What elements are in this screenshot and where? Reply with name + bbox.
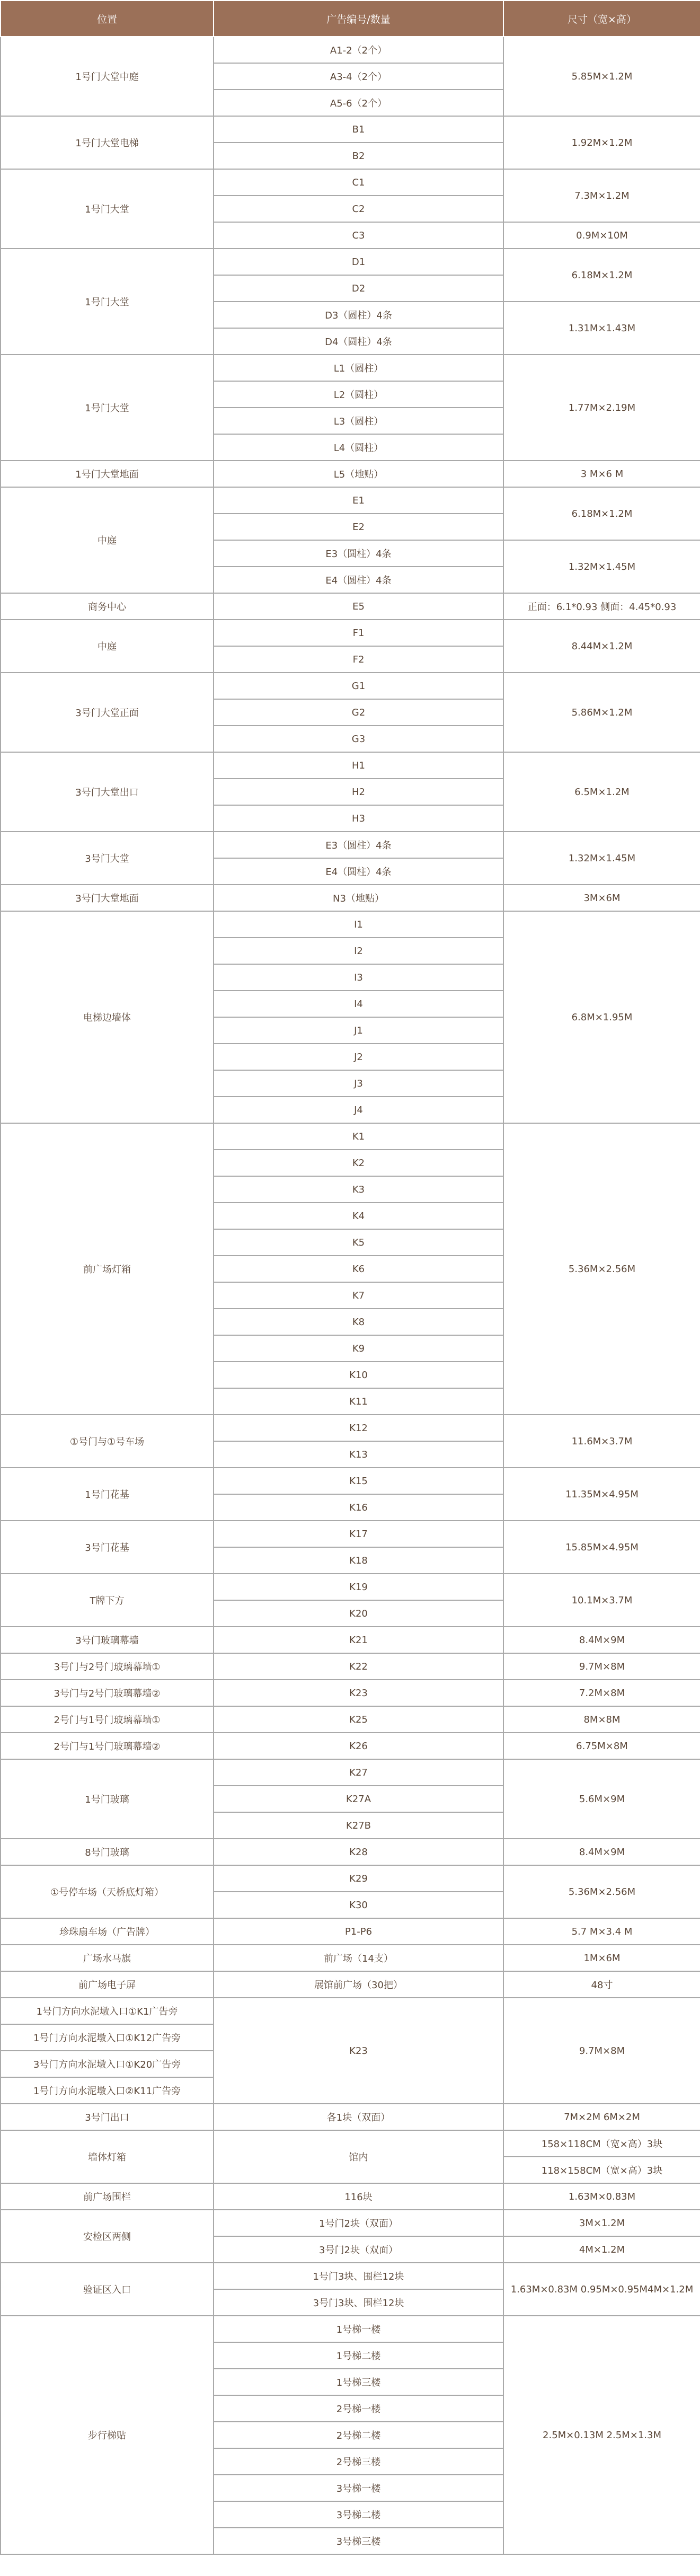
ad-number-cell: 3号门2块（双面） (214, 2236, 503, 2263)
ad-number-cell: K15 (214, 1468, 503, 1494)
table-row (1, 2316, 700, 2342)
ad-number-cell: K6 (214, 1256, 503, 1282)
location-cell: ①号门与①号车场 (1, 1415, 214, 1468)
header-size: 尺寸（宽×高） (503, 1, 700, 37)
location-cell: 前广场灯箱 (1, 1123, 214, 1415)
table-row (1, 1918, 700, 1945)
table-row (1, 249, 700, 275)
table-row (1, 2104, 700, 2130)
ad-number-cell: K29 (214, 1865, 503, 1892)
ad-number-cell: E3（圆柱）4条 (214, 540, 503, 567)
ad-number-cell: 3号梯三楼 (214, 2528, 503, 2554)
table-row (1, 116, 700, 143)
ad-number-cell: K1 (214, 1123, 503, 1150)
ad-number-cell: 1号梯一楼 (214, 2316, 503, 2342)
location-cell: 步行梯贴 (1, 2316, 214, 2554)
size-cell: 1.77M×2.19M (503, 355, 700, 461)
ad-number-cell: K26 (214, 1733, 503, 1759)
location-cell: 1号门大堂地面 (1, 461, 214, 487)
table-row (1, 487, 700, 514)
size-cell: 8.4M×9M (503, 1839, 700, 1865)
ad-number-cell: C3 (214, 222, 503, 249)
location-cell: 1号门方向水泥墩入口②K11广告旁 (1, 2077, 214, 2104)
table-row (1, 1415, 700, 1441)
ad-number-cell: F1 (214, 620, 503, 646)
ad-number-cell: 1号门2块（双面） (214, 2210, 503, 2236)
ad-number-cell: 116块 (214, 2183, 503, 2210)
table-row (1, 1865, 700, 1892)
ad-number-cell: 各1块（双面） (214, 2104, 503, 2130)
ad-number-cell: K27B (214, 1812, 503, 1839)
ad-number-cell: K13 (214, 1441, 503, 1468)
size-cell: 3 M×6 M (503, 461, 700, 487)
ad-number-cell: C1 (214, 169, 503, 196)
table-row (1, 1680, 700, 1706)
location-cell: 1号门玻璃 (1, 1759, 214, 1839)
location-cell: 3号门方向水泥墩入口①K20广告旁 (1, 2051, 214, 2077)
location-cell: 8号门玻璃 (1, 1839, 214, 1865)
ad-number-cell: E1 (214, 487, 503, 514)
ad-number-cell: K7 (214, 1282, 503, 1309)
size-cell: 5.6M×9M (503, 1759, 700, 1839)
ad-number-cell: K23 (214, 1998, 503, 2104)
table-row (1, 1759, 700, 1786)
ad-number-cell: D1 (214, 249, 503, 275)
ad-number-cell: K25 (214, 1706, 503, 1733)
location-cell: 1号门大堂中庭 (1, 37, 214, 116)
location-cell: 1号门大堂 (1, 355, 214, 461)
table-row (1, 461, 700, 487)
ad-number-cell: K19 (214, 1574, 503, 1600)
location-cell: 3号门大堂 (1, 832, 214, 885)
ad-number-cell: K21 (214, 1627, 503, 1653)
table-row (1, 752, 700, 779)
location-cell: 电梯边墙体 (1, 911, 214, 1123)
ad-number-cell: L5（地贴） (214, 461, 503, 487)
table-row (1, 1945, 700, 1971)
table-row (1, 911, 700, 938)
ad-number-cell: K9 (214, 1335, 503, 1362)
ad-number-cell: B1 (214, 116, 503, 143)
ad-number-cell: A5-6（2个） (214, 90, 503, 116)
ad-number-cell: K20 (214, 1600, 503, 1627)
ad-number-cell: 3号梯一楼 (214, 2475, 503, 2501)
table-row (1, 355, 700, 381)
size-cell: 9.7M×8M (503, 1998, 700, 2104)
ad-number-cell: 2号梯一楼 (214, 2395, 503, 2422)
size-cell: 6.5M×1.2M (503, 752, 700, 832)
ad-number-cell: P1-P6 (214, 1918, 503, 1945)
location-cell: 墙体灯箱 (1, 2130, 214, 2183)
size-cell: 1.32M×1.45M (503, 540, 700, 593)
ad-number-cell: K27A (214, 1786, 503, 1812)
ad-number-cell: 馆内 (214, 2130, 503, 2183)
ad-number-cell: K28 (214, 1839, 503, 1865)
ad-number-cell: K10 (214, 1362, 503, 1388)
location-cell: 3号门大堂出口 (1, 752, 214, 832)
size-cell: 6.18M×1.2M (503, 249, 700, 302)
size-cell: 1.63M×0.83M (503, 2183, 700, 2210)
size-cell: 8.44M×1.2M (503, 620, 700, 673)
location-cell: T牌下方 (1, 1574, 214, 1627)
location-cell: 3号门与2号门玻璃幕墙② (1, 1680, 214, 1706)
location-cell: 中庭 (1, 620, 214, 673)
ad-number-cell: 3号梯二楼 (214, 2501, 503, 2528)
location-cell: 3号门花基 (1, 1521, 214, 1574)
location-cell: 中庭 (1, 487, 214, 593)
table-row (1, 2183, 700, 2210)
size-cell: 6.8M×1.95M (503, 911, 700, 1123)
table-row (1, 832, 700, 858)
location-cell: ①号停车场（天桥底灯箱） (1, 1865, 214, 1918)
size-cell: 5.85M×1.2M (503, 37, 700, 116)
location-cell: 1号门方向水泥墩入口①K1广告旁 (1, 1998, 214, 2024)
location-cell: 2号门与1号门玻璃幕墙② (1, 1733, 214, 1759)
ad-number-cell: K2 (214, 1150, 503, 1176)
table-row (1, 1839, 700, 1865)
table-row (1, 2130, 700, 2157)
location-cell: 1号门花基 (1, 1468, 214, 1521)
ad-number-cell: E2 (214, 514, 503, 540)
ad-number-cell: 1号梯三楼 (214, 2369, 503, 2395)
ad-number-cell: E4（圆柱）4条 (214, 567, 503, 593)
ad-number-cell: H1 (214, 752, 503, 779)
size-cell: 7M×2M 6M×2M (503, 2104, 700, 2130)
table-row (1, 1627, 700, 1653)
location-cell: 珍珠扇车场（广告牌） (1, 1918, 214, 1945)
size-cell: 3M×1.2M (503, 2210, 700, 2236)
location-cell: 2号门与1号门玻璃幕墙① (1, 1706, 214, 1733)
size-cell: 1.63M×0.83M 0.95M×0.95M4M×1.2M (503, 2263, 700, 2316)
size-cell: 158×118CM（宽×高）3块 (503, 2130, 700, 2157)
size-cell: 6.75M×8M (503, 1733, 700, 1759)
size-cell: 7.3M×1.2M (503, 169, 700, 222)
ad-number-cell: C2 (214, 196, 503, 222)
header-row (1, 1, 700, 37)
ad-number-cell: K22 (214, 1653, 503, 1680)
size-cell: 3M×6M (503, 885, 700, 911)
ad-number-cell: F2 (214, 646, 503, 673)
ad-number-cell: K17 (214, 1521, 503, 1547)
ad-number-cell: L1（圆柱） (214, 355, 503, 381)
ad-number-cell: E4（圆柱）4条 (214, 858, 503, 885)
table-row (1, 1706, 700, 1733)
ad-number-cell: H2 (214, 779, 503, 805)
size-cell: 正面：6.1*0.93 侧面：4.45*0.93 (503, 593, 700, 620)
ad-number-cell: 展馆前广场（30把） (214, 1971, 503, 1998)
table-row (1, 1521, 700, 1547)
table-row (1, 620, 700, 646)
ad-number-cell: K18 (214, 1547, 503, 1574)
size-cell: 7.2M×8M (503, 1680, 700, 1706)
location-cell: 1号门方向水泥墩入口①K12广告旁 (1, 2024, 214, 2051)
location-cell: 3号门大堂正面 (1, 673, 214, 752)
ad-number-cell: L4（圆柱） (214, 434, 503, 461)
ad-number-cell: A3-4（2个） (214, 63, 503, 90)
ad-number-cell: 3号门3块、围栏12块 (214, 2289, 503, 2316)
location-cell: 1号门大堂 (1, 249, 214, 355)
ad-number-cell: B2 (214, 143, 503, 169)
ad-number-cell: K27 (214, 1759, 503, 1786)
ad-number-cell: E5 (214, 593, 503, 620)
size-cell: 2.5M×0.13M 2.5M×1.3M (503, 2316, 700, 2554)
ad-number-cell: L2（圆柱） (214, 381, 503, 408)
ad-number-cell: K11 (214, 1388, 503, 1415)
location-cell: 3号门出口 (1, 2104, 214, 2130)
ad-number-cell: K16 (214, 1494, 503, 1521)
table-row (1, 2210, 700, 2236)
ad-number-cell: 1号梯二楼 (214, 2342, 503, 2369)
ad-number-cell: K8 (214, 1309, 503, 1335)
size-cell: 8M×8M (503, 1706, 700, 1733)
size-cell: 5.36M×2.56M (503, 1123, 700, 1415)
size-cell: 48寸 (503, 1971, 700, 1998)
location-cell: 前广场围栏 (1, 2183, 214, 2210)
ad-number-cell: A1-2（2个） (214, 37, 503, 63)
location-cell: 3号门大堂地面 (1, 885, 214, 911)
size-cell: 1M×6M (503, 1945, 700, 1971)
location-cell: 3号门与2号门玻璃幕墙① (1, 1653, 214, 1680)
table-row (1, 1468, 700, 1494)
size-cell: 1.31M×1.43M (503, 302, 700, 355)
ad-number-cell: I4 (214, 991, 503, 1017)
table-row (1, 169, 700, 196)
table-row (1, 1574, 700, 1600)
ad-number-cell: D2 (214, 275, 503, 302)
ad-number-cell: N3（地贴） (214, 885, 503, 911)
size-cell: 8.4M×9M (503, 1627, 700, 1653)
location-cell: 1号门大堂电梯 (1, 116, 214, 169)
size-cell: 10.1M×3.7M (503, 1574, 700, 1627)
table-row (1, 1998, 700, 2024)
ad-number-cell: K3 (214, 1176, 503, 1203)
location-cell: 商务中心 (1, 593, 214, 620)
table-row (1, 1733, 700, 1759)
size-cell: 11.35M×4.95M (503, 1468, 700, 1521)
location-cell: 广场水马旗 (1, 1945, 214, 1971)
ad-number-cell: K30 (214, 1892, 503, 1918)
size-cell: 1.92M×1.2M (503, 116, 700, 169)
ad-number-cell: H3 (214, 805, 503, 832)
location-cell: 3号门玻璃幕墙 (1, 1627, 214, 1653)
size-cell: 5.86M×1.2M (503, 673, 700, 752)
table-row (1, 593, 700, 620)
size-cell: 11.6M×3.7M (503, 1415, 700, 1468)
ad-number-cell: D4（圆柱）4条 (214, 328, 503, 355)
size-cell: 5.7 M×3.4 M (503, 1918, 700, 1945)
size-cell: 0.9M×10M (503, 222, 700, 249)
ad-number-cell: L3（圆柱） (214, 408, 503, 434)
size-cell: 15.85M×4.95M (503, 1521, 700, 1574)
size-cell: 1.32M×1.45M (503, 832, 700, 885)
header-location: 位置 (1, 1, 214, 37)
table-row (1, 673, 700, 699)
ad-number-cell: 前广场（14支） (214, 1945, 503, 1971)
location-cell: 安检区两侧 (1, 2210, 214, 2263)
ad-number-cell: G1 (214, 673, 503, 699)
ad-number-cell: K5 (214, 1229, 503, 1256)
ad-number-cell: J3 (214, 1070, 503, 1097)
location-cell: 验证区入口 (1, 2263, 214, 2316)
table-row (1, 37, 700, 63)
ad-number-cell: K4 (214, 1203, 503, 1229)
table-body (1, 37, 700, 2554)
location-cell: 1号门大堂 (1, 169, 214, 249)
ad-number-cell: E3（圆柱）4条 (214, 832, 503, 858)
ad-number-cell: 2号梯三楼 (214, 2448, 503, 2475)
location-cell: 前广场电子屏 (1, 1971, 214, 1998)
size-cell: 6.18M×1.2M (503, 487, 700, 540)
ad-number-cell: I3 (214, 964, 503, 991)
ad-number-cell: 2号梯二楼 (214, 2422, 503, 2448)
header-ad-number: 广告编号/数量 (214, 1, 503, 37)
ad-number-cell: J4 (214, 1097, 503, 1123)
size-cell: 4M×1.2M (503, 2236, 700, 2263)
ad-number-cell: K12 (214, 1415, 503, 1441)
size-cell: 118×158CM（宽×高）3块 (503, 2157, 700, 2183)
table-row (1, 1653, 700, 1680)
ad-number-cell: G2 (214, 699, 503, 726)
ad-number-cell: G3 (214, 726, 503, 752)
table-row (1, 2263, 700, 2289)
size-cell: 9.7M×8M (503, 1653, 700, 1680)
ad-number-cell: D3（圆柱）4条 (214, 302, 503, 328)
ad-number-cell: I2 (214, 938, 503, 964)
ad-number-cell: J2 (214, 1044, 503, 1070)
ad-number-cell: 1号门3块、围栏12块 (214, 2263, 503, 2289)
table-row (1, 1971, 700, 1998)
ad-number-cell: K23 (214, 1680, 503, 1706)
table-row (1, 885, 700, 911)
size-cell: 5.36M×2.56M (503, 1865, 700, 1918)
ad-number-cell: I1 (214, 911, 503, 938)
table-row (1, 1123, 700, 1150)
ad-number-cell: J1 (214, 1017, 503, 1044)
